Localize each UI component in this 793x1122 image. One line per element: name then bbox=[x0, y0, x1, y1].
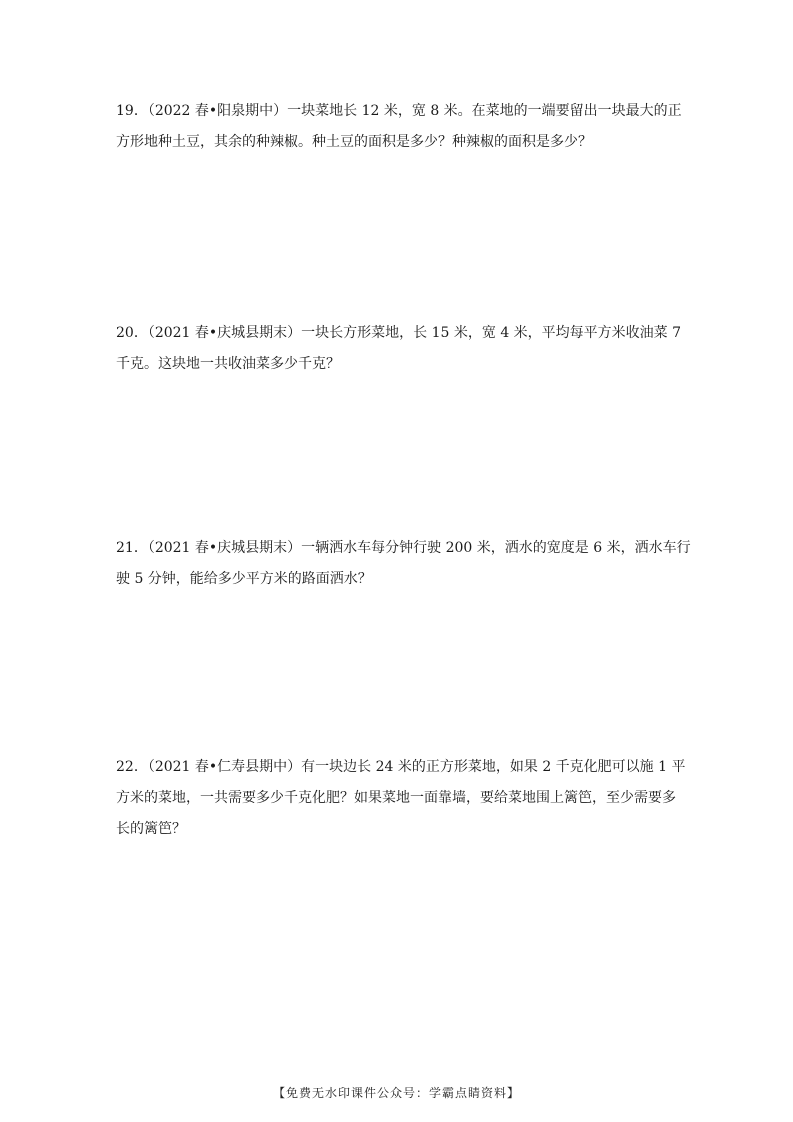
question-text-line: 方形地种土豆，其余的种辣椒。种土豆的面积是多少？种辣椒的面积是多少？ bbox=[116, 134, 592, 150]
question-20 bbox=[116, 318, 682, 380]
question-21 bbox=[116, 533, 691, 595]
page-footer: 【免费无水印课件公众号：学霸点睛资料】 bbox=[272, 1086, 520, 1100]
question-text-line: 方米的菜地，一共需要多少千克化肥？如果菜地一面靠墙，要给菜地围上篱笆，至少需要多 bbox=[116, 790, 676, 806]
question-text-line: 21．（2021 春•庆城县期末）一辆洒水车每分钟行驶 200 米，洒水的宽度是 6 米，洒水车行 bbox=[116, 540, 691, 556]
question-text-line: 22．（2021 春•仁寿县期中）有一块边长 24 米的正方形菜地，如果 2 千克化肥可以施 1 平 bbox=[116, 759, 686, 775]
question-text-line: 19．（2022 春•阳泉期中）一块菜地长 12 米，宽 8 米。在菜地的一端要留出一块最大的正 bbox=[116, 103, 682, 119]
question-text-line: 长的篱笆？ bbox=[116, 821, 186, 837]
question-22 bbox=[116, 752, 686, 845]
question-text-line: 驶 5 分钟，能给多少平方米的路面洒水？ bbox=[116, 571, 372, 587]
question-text-line: 千克。这块地一共收油菜多少千克？ bbox=[116, 356, 340, 372]
question-19 bbox=[116, 96, 682, 158]
question-text-line: 20．（2021 春•庆城县期末）一块长方形菜地，长 15 米，宽 4 米，平均每平方米收油菜 7 bbox=[116, 325, 682, 341]
